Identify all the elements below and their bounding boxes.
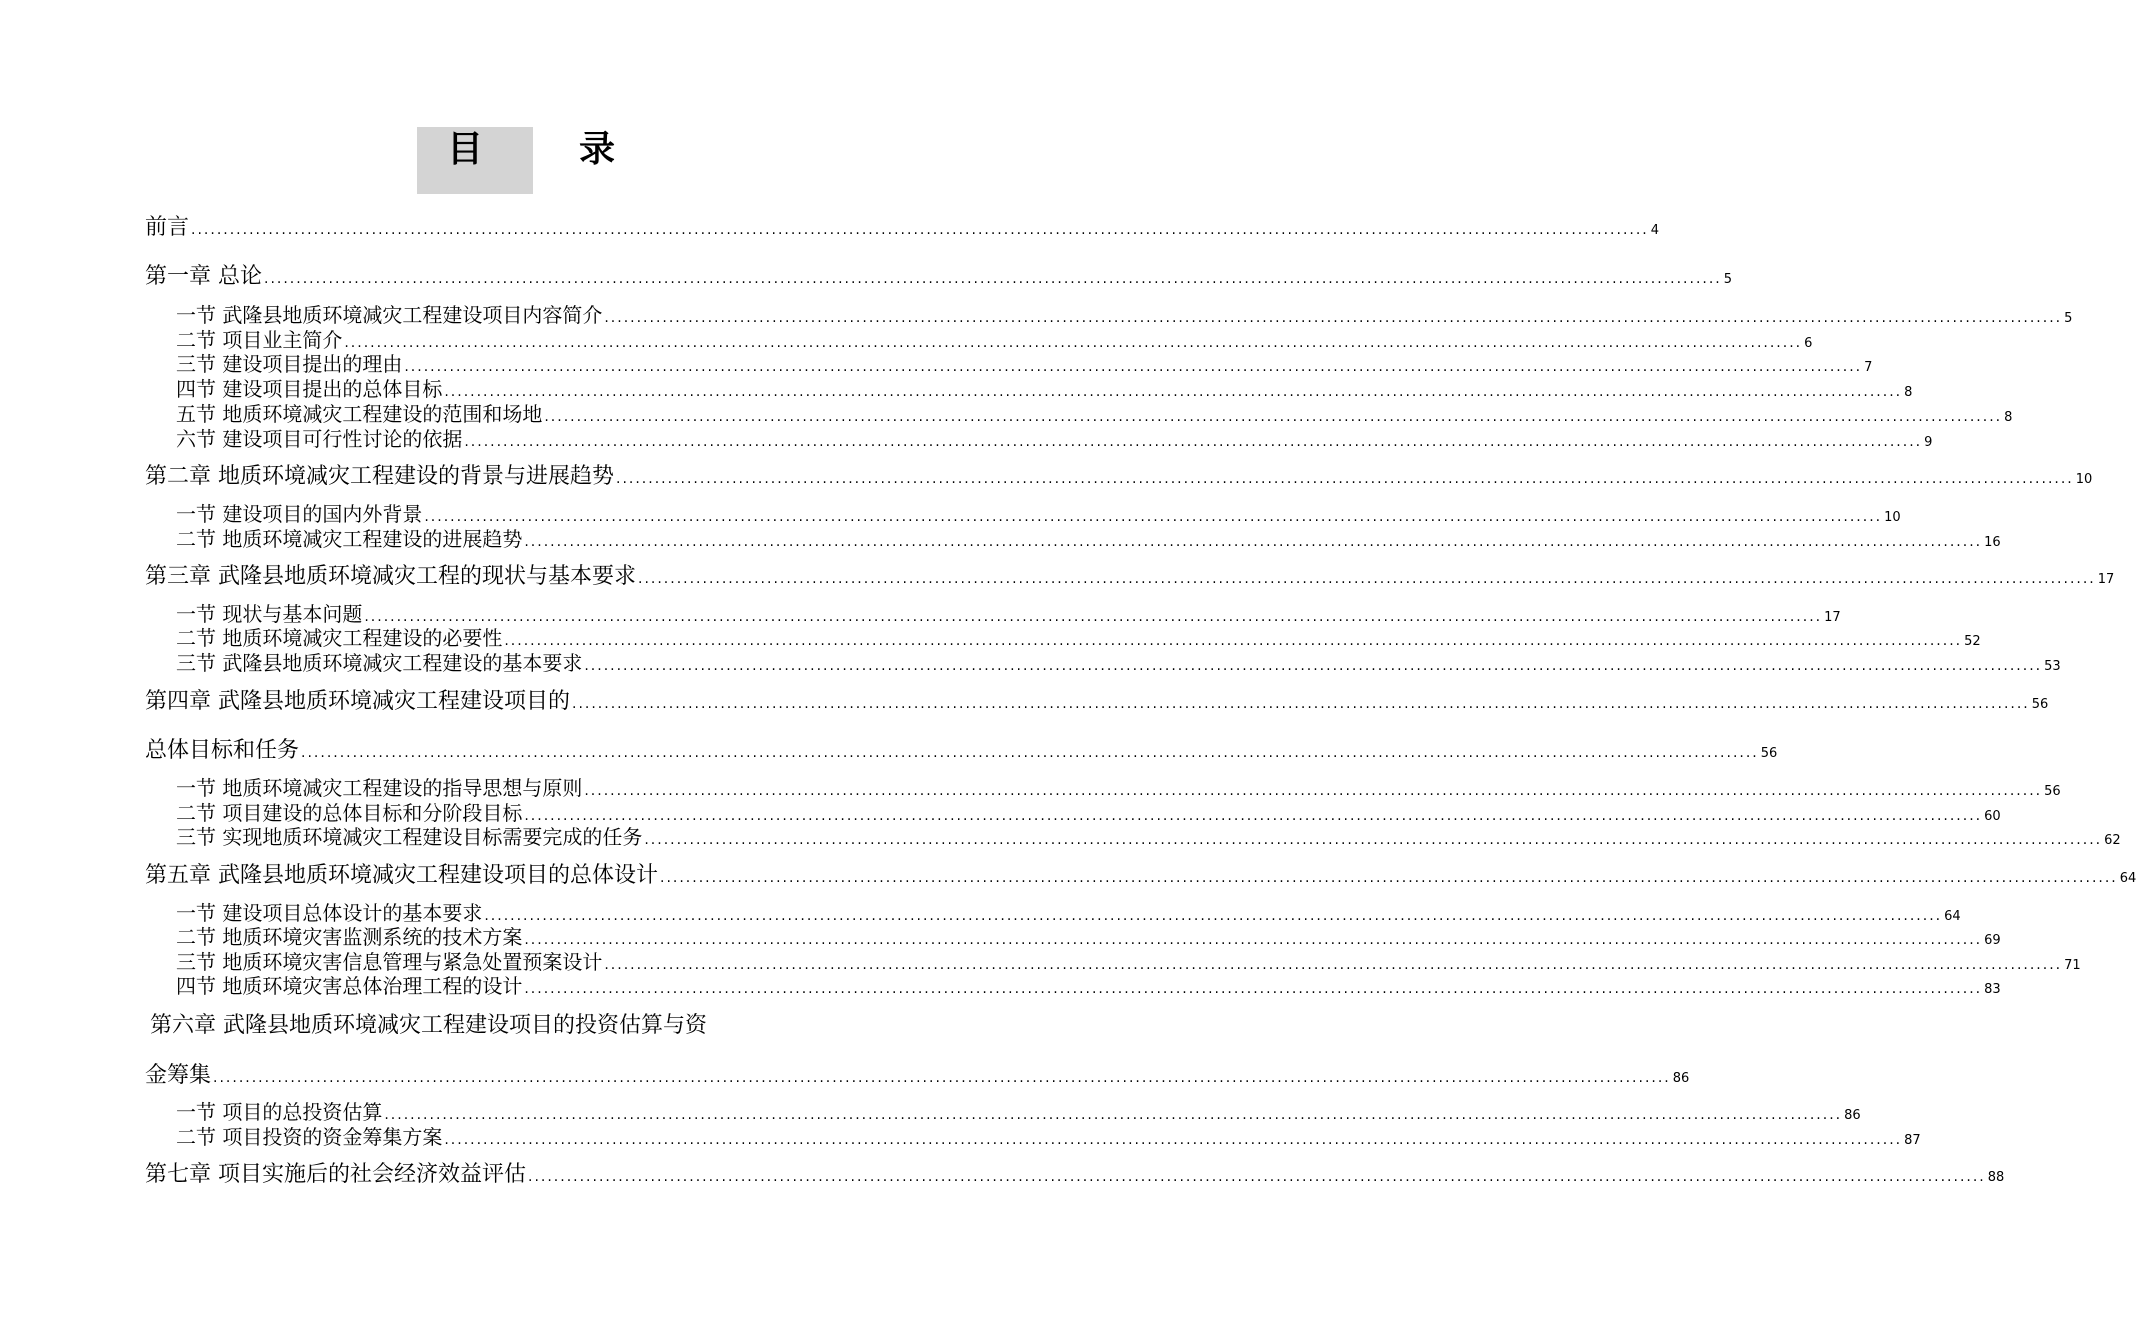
toc-entry-section[interactable]: [176, 299, 2073, 327]
toc-page-number: 86: [1672, 1071, 1690, 1086]
toc-page-number: 64: [2119, 871, 2136, 886]
toc-entry-text: 前言: [145, 215, 190, 240]
toc-page-number: 8: [2004, 410, 2013, 425]
toc-page-number: 71: [2064, 958, 2081, 973]
toc-entry-text: 三节 地质环境灾害信息管理与紧急处置预案设计: [176, 950, 603, 974]
toc-entry-text: 二节 地质环境减灾工程建设的进展趋势: [176, 527, 523, 551]
toc-entry-text: 第六章 武隆县地质环境减灾工程建设项目的投资估算与资: [150, 1013, 707, 1038]
toc-page-number: 6: [1804, 336, 1813, 351]
toc-entry-preface[interactable]: [145, 210, 1660, 240]
toc-entry-section[interactable]: [176, 946, 2081, 974]
toc-entry-section[interactable]: [176, 324, 1813, 352]
toc-page-number: 62: [2104, 833, 2121, 848]
toc-entry-text: 五节 地质环境减灾工程建设的范围和场地: [176, 402, 543, 426]
toc-page-number: 52: [1964, 634, 1981, 649]
toc-page-number: 8: [1904, 385, 1913, 400]
toc-leader: [301, 745, 1759, 761]
toc-page-number: 64: [1944, 909, 1961, 924]
toc-entry-text: 一节 建设项目总体设计的基本要求: [176, 901, 483, 925]
toc-leader: [213, 1070, 1671, 1086]
toc-entry-text: 第一章 总论: [145, 264, 262, 289]
toc-page-number: 10: [1884, 510, 1901, 525]
toc-entry-text: 三节 建设项目提出的理由: [176, 352, 403, 376]
toc-entry-section[interactable]: [176, 921, 2001, 949]
toc-page-number: 86: [1844, 1108, 1861, 1123]
toc-entry-text: 第二章 地质环境减灾工程建设的背景与进展趋势: [145, 464, 614, 489]
toc-leader: [464, 434, 1922, 450]
toc-entry-text: 一节 地质环境减灾工程建设的指导思想与原则: [176, 776, 583, 800]
toc-page-number: 83: [1984, 982, 2001, 997]
toc-entry-text: 二节 项目建设的总体目标和分阶段目标: [176, 801, 523, 825]
toc-page-number: 7: [1864, 360, 1873, 375]
toc-entry-section[interactable]: [176, 970, 2001, 998]
toc-entry-section[interactable]: [176, 423, 1933, 451]
toc-leader: [264, 271, 1722, 287]
toc-entry-section[interactable]: [176, 398, 2013, 426]
toc-entry-section[interactable]: [176, 797, 2001, 825]
toc-leader: [604, 957, 2062, 973]
toc-page-number: 60: [1984, 809, 2001, 824]
toc-entry-text: 六节 建设项目可行性讨论的依据: [176, 427, 463, 451]
toc-entry-text: 四节 地质环境灾害总体治理工程的设计: [176, 974, 523, 998]
toc-entry-text: 二节 地质环境减灾工程建设的必要性: [176, 626, 503, 650]
toc-entry-text: 总体目标和任务: [145, 738, 300, 763]
toc-leader: [616, 471, 2074, 487]
toc-entry-chapter-1[interactable]: [145, 259, 1733, 289]
toc-page-number: 56: [2044, 784, 2061, 799]
toc-entry-text: 三节 武隆县地质环境减灾工程建设的基本要求: [176, 651, 583, 675]
toc-page-number: 10: [2075, 472, 2093, 487]
toc-leader: [638, 571, 2096, 587]
toc-entry-chapter-4[interactable]: [145, 684, 2049, 714]
toc-page-number: 17: [1824, 610, 1841, 625]
toc-leader: [572, 696, 2030, 712]
toc-entry-text: 一节 项目的总投资估算: [176, 1100, 383, 1124]
toc-entry-text: 一节 建设项目的国内外背景: [176, 502, 423, 526]
toc-entry-section[interactable]: [176, 348, 1873, 376]
toc-entry-text: 三节 实现地质环境减灾工程建设目标需要完成的任务: [176, 825, 643, 849]
toc-leader: [444, 1132, 1902, 1148]
toc-leader: [524, 534, 1982, 550]
toc-leader: [604, 310, 2062, 326]
toc-entry-section[interactable]: [176, 622, 1981, 650]
toc-entry-section[interactable]: [176, 373, 1913, 401]
toc-entry-section[interactable]: [176, 598, 1841, 626]
toc-entry-chapter-2[interactable]: [145, 459, 2093, 489]
toc-entry-chapter-4-cont[interactable]: [145, 733, 1778, 763]
toc-page-number: 87: [1904, 1133, 1921, 1148]
toc-entry-section[interactable]: [176, 897, 1961, 925]
toc-page-number: 16: [1984, 535, 2001, 550]
toc-leader: [524, 981, 1982, 997]
toc-entry-section[interactable]: [176, 498, 1901, 526]
toc-entry-text: 第四章 武隆县地质环境减灾工程建设项目的: [145, 689, 570, 714]
toc-page-number: 5: [1723, 272, 1733, 287]
toc-page-number: 17: [2097, 572, 2115, 587]
toc-entry-section[interactable]: [176, 821, 2121, 849]
toc-leader: [528, 1169, 1986, 1185]
toc-entry-text: 第五章 武隆县地质环境减灾工程建设项目的总体设计: [145, 863, 658, 888]
toc-entry-section[interactable]: [176, 523, 2001, 551]
toc-entry-section[interactable]: [176, 772, 2061, 800]
toc-page-number: 4: [1650, 223, 1660, 238]
toc-page-number: 9: [1924, 435, 1933, 450]
toc-entry-text: 第七章 项目实施后的社会经济效益评估: [145, 1162, 526, 1187]
toc-entry-text: 二节 项目业主简介: [176, 328, 343, 352]
toc-entry-text: 金筹集: [145, 1063, 212, 1088]
toc-page-number: 69: [1984, 933, 2001, 948]
toc-entry-section[interactable]: [176, 1121, 1921, 1149]
toc-entry-text: 第三章 武隆县地质环境减灾工程的现状与基本要求: [145, 564, 636, 589]
toc-leader: [644, 832, 2102, 848]
toc-leader: [660, 870, 2118, 886]
toc-entry-chapter-7[interactable]: [145, 1157, 2005, 1187]
toc-entry-text: 一节 武隆县地质环境减灾工程建设项目内容简介: [176, 303, 603, 327]
toc-page-number: 56: [2031, 697, 2049, 712]
toc-entry-section[interactable]: [176, 647, 2061, 675]
toc-entry-text: 四节 建设项目提出的总体目标: [176, 377, 443, 401]
toc-entry-text: 一节 现状与基本问题: [176, 602, 363, 626]
page-title: 目 录: [417, 127, 533, 194]
toc-page-number: 5: [2064, 311, 2073, 326]
toc-entry-section[interactable]: [176, 1096, 1861, 1124]
toc-page-number: 53: [2044, 659, 2061, 674]
toc-page-number: 88: [1987, 1170, 2005, 1185]
toc-entry-chapter-5[interactable]: [145, 858, 2136, 888]
toc-entry-chapter-6-cont[interactable]: [145, 1058, 1690, 1088]
toc-entry-text: 二节 项目投资的资金筹集方案: [176, 1125, 443, 1149]
toc-entry-text: 二节 地质环境灾害监测系统的技术方案: [176, 925, 523, 949]
toc-page-number: 56: [1760, 746, 1778, 761]
toc-leader: [584, 658, 2042, 674]
toc-entry-chapter-3[interactable]: [145, 559, 2115, 589]
toc-entry-chapter-6[interactable]: [150, 1008, 806, 1038]
toc-leader: [191, 222, 1649, 238]
